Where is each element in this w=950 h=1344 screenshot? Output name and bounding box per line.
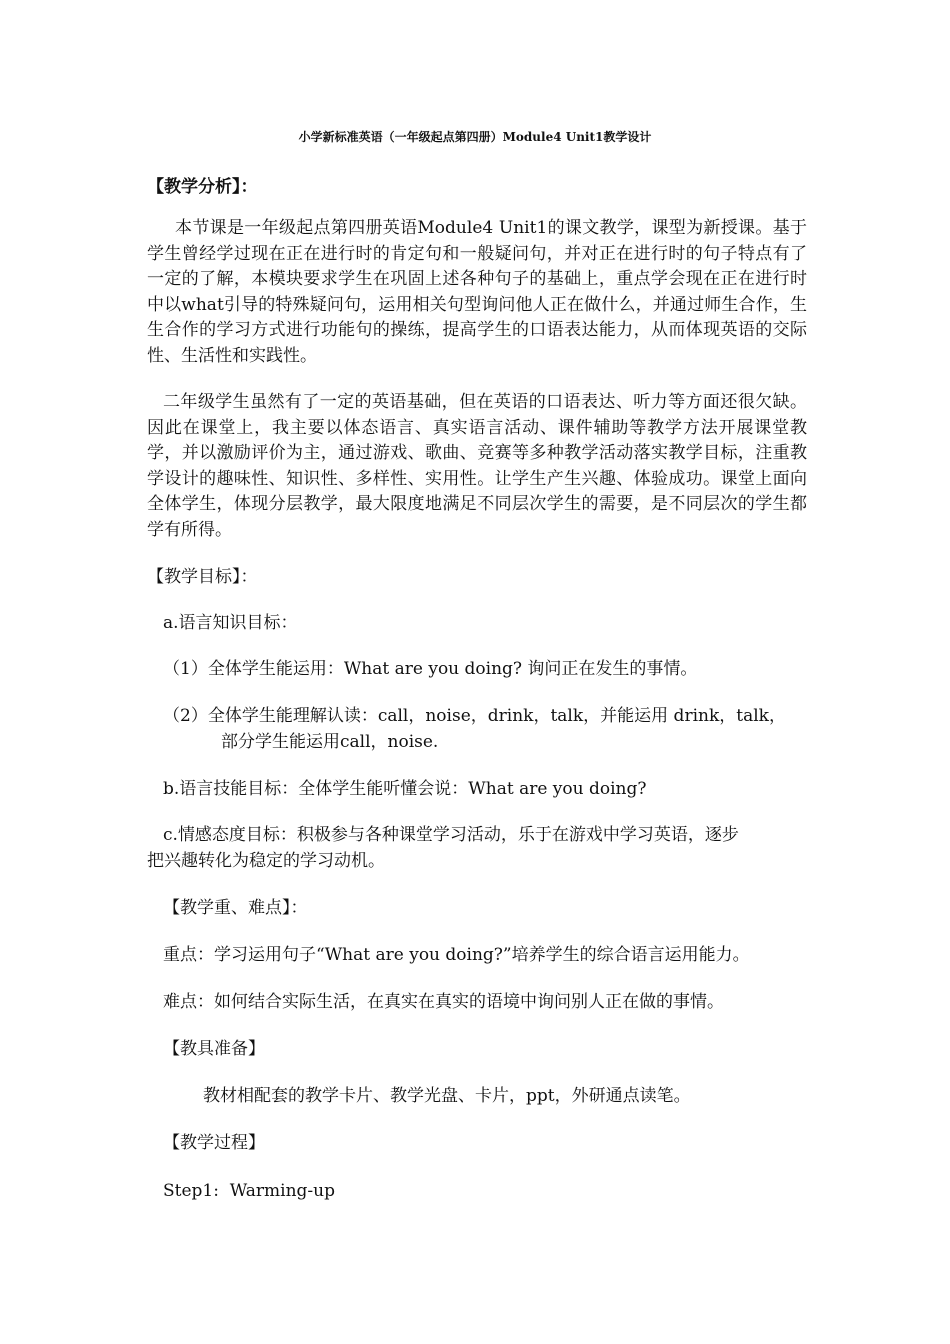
key-point: 重点：学习运用句子“What are you doing?”培养学生的综合语言运用能力。: [163, 945, 750, 965]
materials-text: 教材相配套的教学卡片、教学光盘、卡片，ppt，外研通点读笔。: [203, 1086, 691, 1106]
page-title: 小学新标准英语（一年级起点第四册）Module4 Unit1教学设计: [298, 130, 652, 144]
analysis-paragraph-2: 二年级学生虽然有了一定的英语基础，但在英语的口语表达、听力等方面还很欠缺。因此在课堂上，我主要以体态语言、真实语言活动、课件辅助等教学方法开展课堂教学，并以激励评价为主，通过游戏、歌曲、竞赛等多种教学活动落实教学目标，注重教学设计的趣味性、知识性、多样性、实用性。让学生产生兴趣、体验成功。课堂上面向全体学生，体现分层教学，最大限度地满足不同层次学生的需要，是不同层次的学生都学有所得。: [147, 392, 807, 540]
key-points-heading: 【教学重、难点】：: [163, 898, 308, 918]
goal-c-line1: c.情感态度目标：积极参与各种课堂学习活动，乐于在游戏中学习英语，逐步: [163, 825, 739, 845]
analysis-heading: 【教学分析】：: [147, 177, 258, 197]
goal-c-line2: 把兴趣转化为稳定的学习动机。: [147, 851, 385, 871]
difficult-point: 难点：如何结合实际生活，在真实在真实的语境中询问别人正在做的事情。: [163, 992, 724, 1012]
analysis-paragraph-1: 本节课是一年级起点第四册英语Module4 Unit1的课文教学，课型为新授课。基于学生曾经学过现在正在进行时的肯定句和一般疑问句，并对正在进行时的句子特点有了一定的了解，本模块要求学生在巩固上述各种句子的基础上，重点学会现在正在进行时中以what引导的特殊疑问句，运用相关句型询问他人正在做什么，并通过师生合作，生生合作的学习方式进行功能句的操练，提高学生的口语表达能力，从而体现英语的交际性、生活性和实践性。: [147, 218, 807, 366]
materials-heading: 【教具准备】: [163, 1039, 265, 1059]
goal-a1: （1）全体学生能运用：What are you doing? 询问正在发生的事情。: [163, 659, 698, 679]
goal-a2-line1: （2）全体学生能理解认读：call，noise，drink，talk，并能运用 drink，talk，: [163, 706, 786, 726]
goal-a-label: a.语言知识目标：: [163, 613, 298, 633]
goal-b: b.语言技能目标：全体学生能听懂会说：What are you doing?: [163, 779, 647, 799]
process-heading: 【教学过程】: [163, 1133, 265, 1153]
goal-a2-line2: 部分学生能运用call，noise.: [221, 732, 439, 752]
process-step1: Step1: Warming-up: [163, 1181, 335, 1201]
goals-heading: 【教学目标】：: [147, 567, 258, 587]
